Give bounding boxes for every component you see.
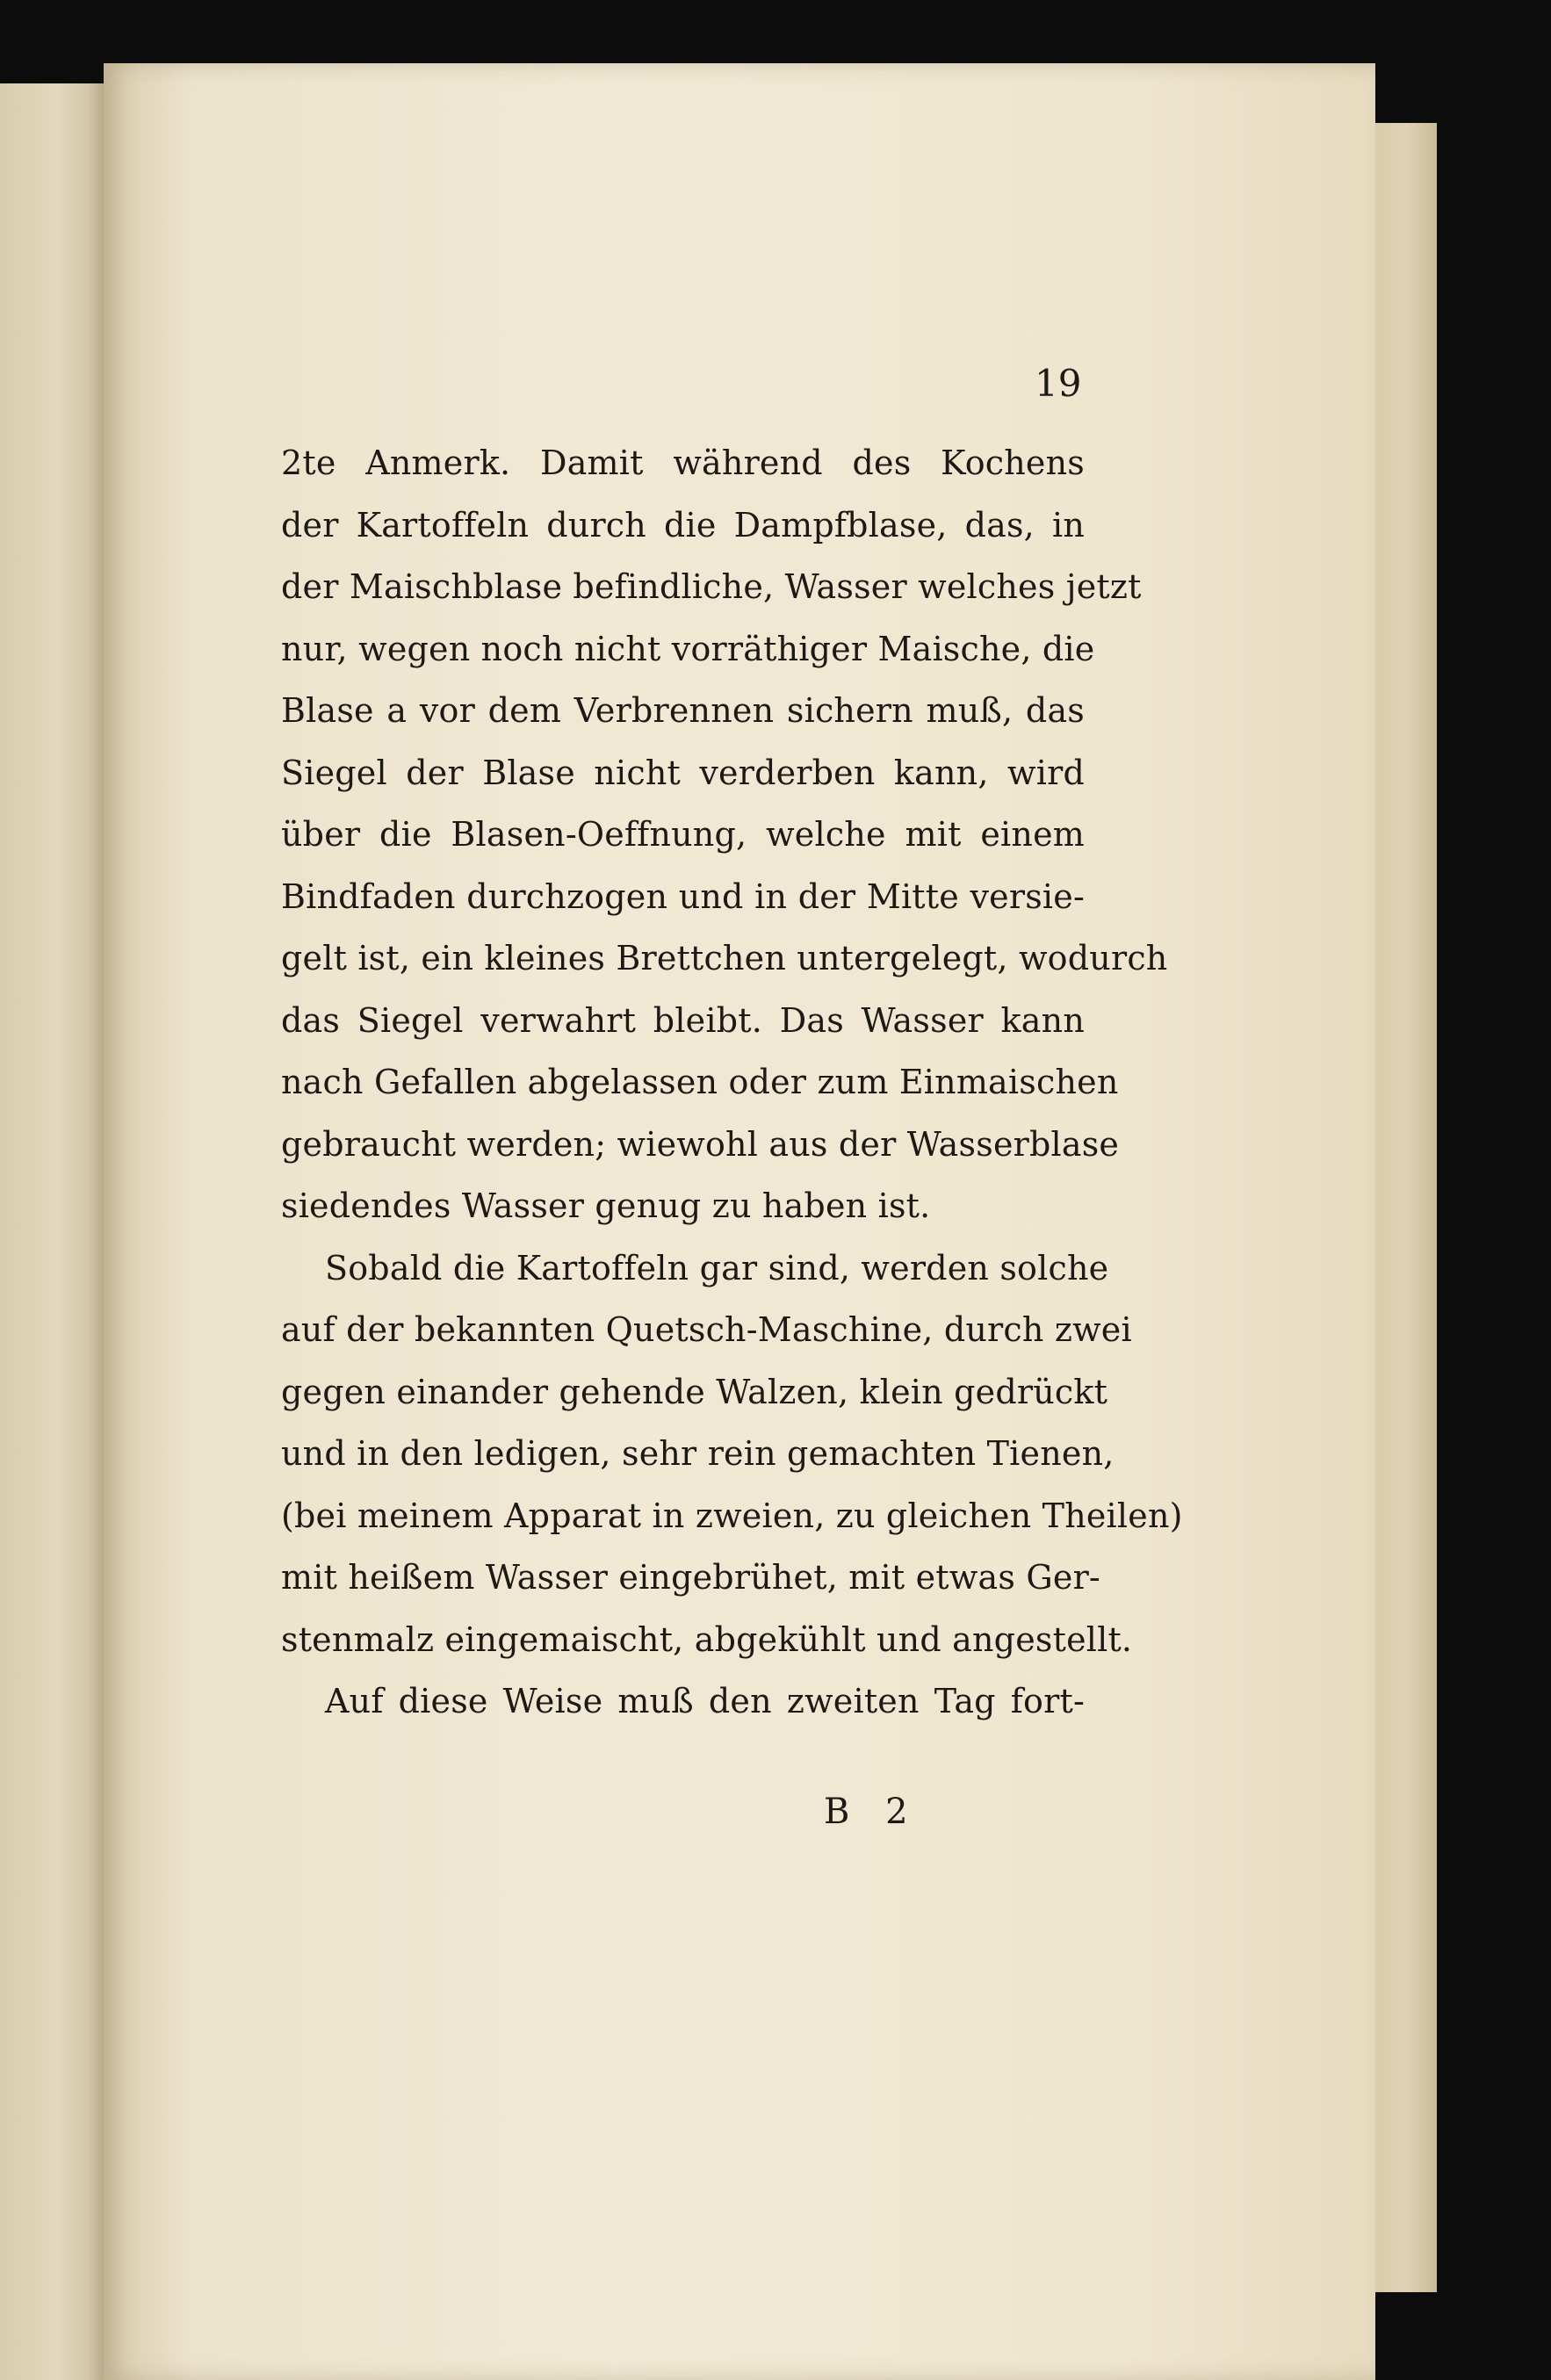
text-line: nach Gefallen abgelassen oder zum Einmaischen <box>281 1063 1119 1101</box>
text-line: mit heißem Wasser eingebrühet, mit etwas Ger- <box>281 1558 1100 1597</box>
text-line: 2te Anmerk. Damit während des Kochens <box>281 444 1085 482</box>
text-line: siedendes Wasser genug zu haben ist. <box>281 1186 931 1225</box>
text-line: (bei meinem Apparat in zweien, zu gleichen Theilen) <box>281 1496 1183 1535</box>
page-number: 19 <box>1035 362 1082 405</box>
signature-mark: B 2 <box>824 1792 920 1832</box>
text-line: das Siegel verwahrt bleibt. Das Wasser kann <box>281 1000 1085 1040</box>
text-line: über die Blasen-Oeffnung, welche mit einem <box>281 815 1085 854</box>
text-line: gegen einander gehende Walzen, klein gedrückt <box>281 1372 1108 1411</box>
text-line: gebraucht werden; wiewohl aus der Wasserblase <box>281 1124 1120 1164</box>
text-line: gelt ist, ein kleines Brettchen untergelegt, wodurch <box>281 939 1168 977</box>
text-line: Blase a vor dem Verbrennen sichern muß, das <box>281 691 1085 730</box>
body-text <box>281 432 1183 1733</box>
text-line: der Kartoffeln durch die Dampfblase, das, in <box>281 505 1085 545</box>
text-line: Siegel der Blase nicht verderben kann, wird <box>281 753 1085 792</box>
paragraph-start-line: Auf diese Weise muß den zweiten Tag fort- <box>325 1682 1085 1720</box>
text-line: und in den ledigen, sehr rein gemachten Tienen, <box>281 1434 1115 1473</box>
text-line: Bindfaden durchzogen und in der Mitte versie- <box>281 876 1085 916</box>
text-line: stenmalz eingemaischt, abgekühlt und angestellt. <box>281 1619 1133 1659</box>
text-line: der Maischblase befindliche, Wasser welches jetzt <box>281 567 1142 606</box>
text-line: nur, wegen noch nicht vorräthiger Maische, die <box>281 629 1095 668</box>
text-line: auf der bekannten Quetsch-Maschine, durch zwei <box>281 1310 1132 1349</box>
paragraph-start-line: Sobald die Kartoffeln gar sind, werden solche <box>325 1248 1109 1287</box>
